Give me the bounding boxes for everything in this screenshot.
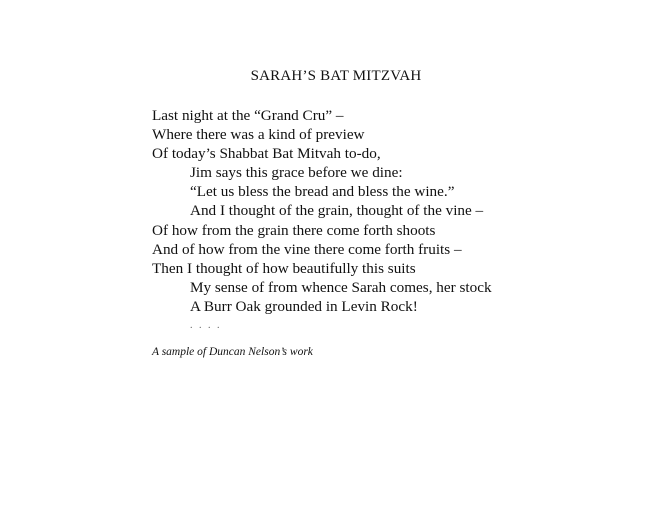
poem-line: Last night at the “Grand Cru” –	[152, 107, 344, 124]
poem-line: A Burr Oak grounded in Levin Rock!	[190, 297, 418, 315]
poem-line: Of today’s Shabbat Bat Mitvah to-do,	[152, 145, 381, 163]
work-caption: A sample of Duncan Nelson’s work	[152, 346, 313, 358]
poem-line: My sense of from whence Sarah comes, her stock	[190, 278, 492, 296]
poem-title: SARAH’S BAT MITZVAH	[250, 68, 422, 84]
poem-line: Where there was a kind of preview	[152, 126, 365, 144]
poem-line: Then I thought of how beautifully this suits	[152, 259, 416, 277]
poem-line: Jim says this grace before we dine:	[190, 164, 403, 182]
poem-line: Of how from the grain there come forth shoots	[152, 221, 436, 239]
poem-body	[152, 106, 492, 335]
poem-line: And I thought of the grain, thought of the vine –	[190, 202, 484, 220]
poem-line: And of how from the vine there come forth fruits –	[152, 240, 462, 258]
ellipsis-line: . . . .	[190, 320, 222, 332]
poem-line: “Let us bless the bread and bless the wine.”	[190, 183, 455, 201]
